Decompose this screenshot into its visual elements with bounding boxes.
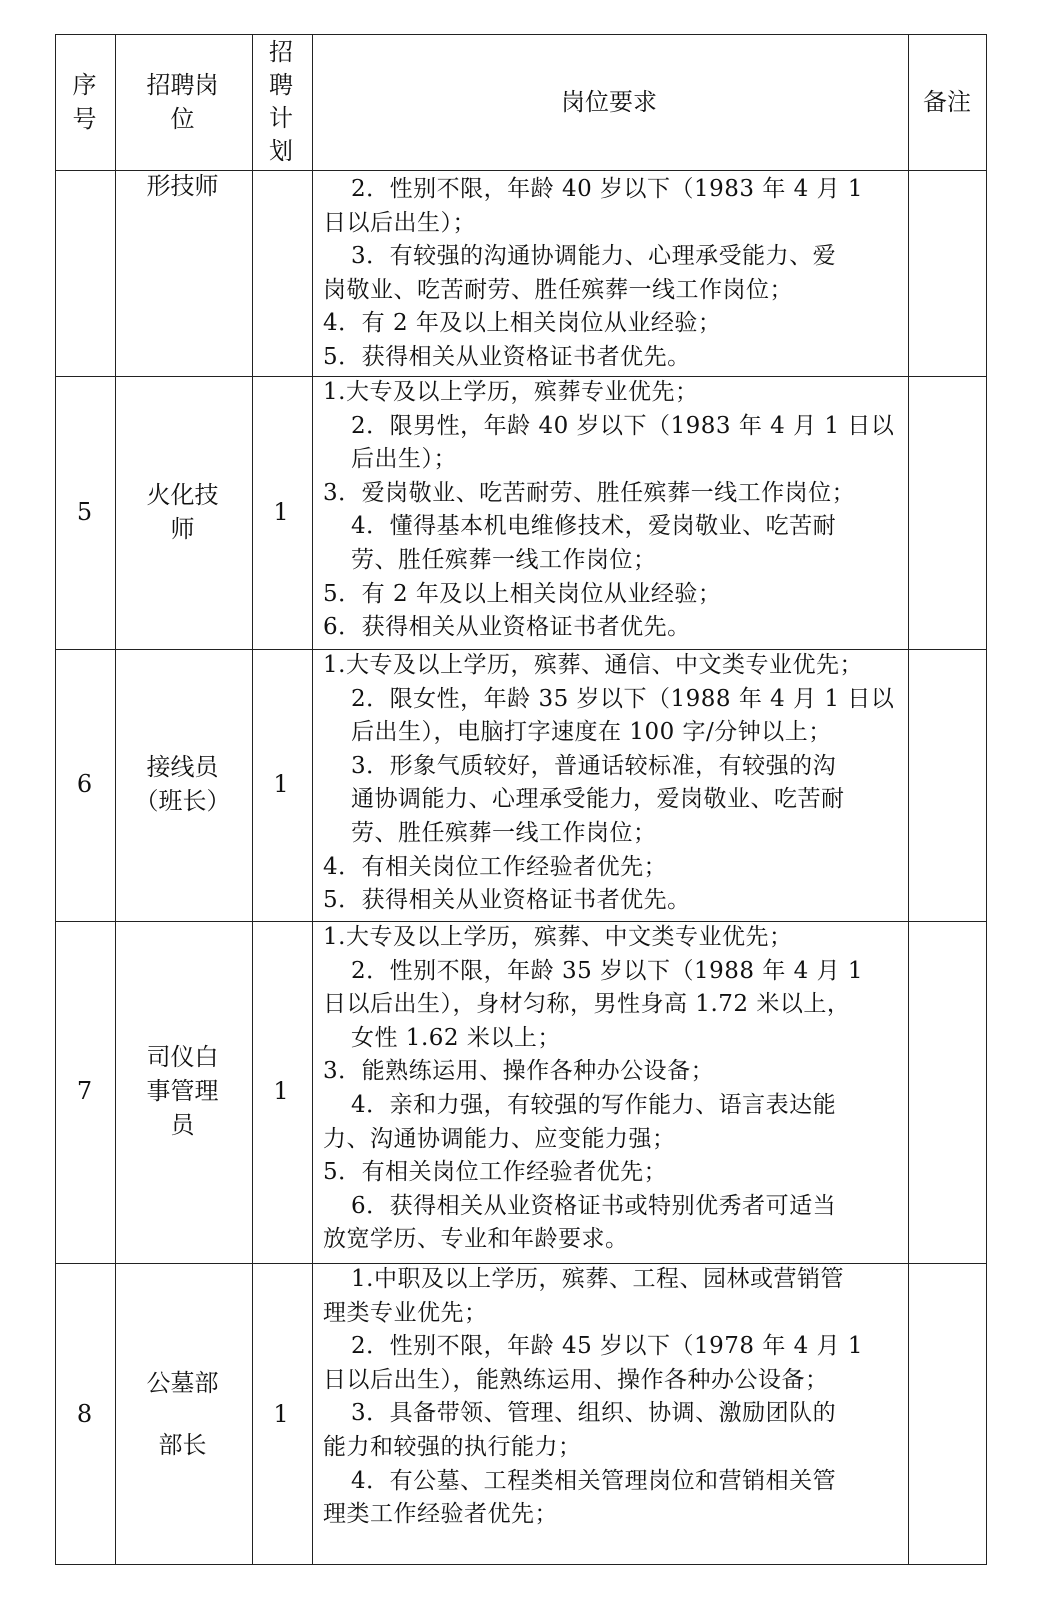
requirements-cell (323, 173, 895, 375)
requirements-cell (323, 649, 895, 918)
requirement-line: 日以后出生），能熟练运用、操作各种办公设备； (323, 1366, 829, 1393)
requirement-line: 3．具备带领、管理、组织、协调、激励团队的 (351, 1400, 837, 1427)
position-cell: 火化技 师 (146, 480, 219, 543)
remark-cell (907, 648, 987, 920)
requirement-line: 放宽学历、专业和年龄要求。 (323, 1226, 629, 1253)
requirement-line: 劳、胜任殡葬一线工作岗位； (351, 819, 657, 846)
requirement-line: 1.中职及以上学历，殡葬、工程、园林或营销管 (351, 1266, 844, 1292)
requirement-line: 后出生）； (351, 446, 457, 473)
requirement-line: 1.大专及以上学历，殡葬专业优先； (323, 379, 699, 405)
col-divider (312, 35, 313, 1564)
requirement-line: 理类专业优先； (323, 1299, 488, 1326)
plan-cell (251, 169, 311, 375)
requirement-line: 5．有 2 年及以上相关岗位从业经验； (323, 580, 722, 607)
requirement-line: 1.大专及以上学历，殡葬、中文类专业优先； (323, 924, 793, 950)
position-cell: 司仪白 事管理 员 (146, 1043, 219, 1139)
seq-cell: 5 (76, 497, 93, 526)
seq-cell: 6 (76, 770, 93, 798)
header-position: 招聘岗 位 (146, 70, 219, 133)
plan-cell: 1 (273, 770, 289, 798)
header-seq: 序 号 (72, 70, 97, 133)
requirement-line: 2．性别不限，年龄 35 岁以下（1988 年 4 月 1 (351, 957, 864, 984)
requirement-line: 2．性别不限，年龄 40 岁以下（1983 年 4 月 1 (351, 176, 864, 202)
requirement-line: 5．获得相关从业资格证书者优先。 (323, 343, 691, 370)
requirement-line: 理类工作经验者优先； (323, 1501, 558, 1528)
requirement-line: 2．限女性，年龄 35 岁以下（1988 年 4 月 1 日以 (351, 685, 895, 712)
header-requirements: 岗位要求 (561, 87, 657, 116)
requirement-line: 3．形象气质较好，普通话较标准，有较强的沟 (351, 752, 837, 779)
plan-cell: 1 (273, 1399, 289, 1428)
requirement-line: 4．有 2 年及以上相关岗位从业经验； (323, 310, 722, 337)
seq-cell: 8 (76, 1399, 93, 1428)
recruitment-table (55, 34, 987, 1565)
requirement-line: 后出生），电脑打字速度在 100 字/分钟以上； (351, 719, 832, 746)
requirement-line: 3．有较强的沟通协调能力、心理承受能力、爱 (351, 243, 837, 270)
remark-cell (907, 920, 987, 1262)
requirement-line: 5．有相关岗位工作经验者优先； (323, 1159, 668, 1186)
position-cell: 形技师 (146, 172, 219, 200)
requirement-line: 6．获得相关从业资格证书或特别优秀者可适当 (351, 1192, 837, 1219)
position-cell: 公墓部 部长 (146, 1368, 219, 1459)
plan-cell: 1 (273, 1077, 289, 1105)
requirement-line: 4．有相关岗位工作经验者优先； (323, 853, 668, 880)
requirement-line: 2．性别不限，年龄 45 岁以下（1978 年 4 月 1 (351, 1333, 864, 1360)
remark-cell (907, 169, 987, 375)
plan-cell: 1 (273, 497, 289, 526)
requirement-line: 通协调能力、心理承受能力，爱岗敬业、吃苦耐 (351, 786, 845, 813)
requirement-line: 4．亲和力强，有较强的写作能力、语言表达能 (351, 1091, 837, 1118)
requirement-line: 岗敬业、吃苦耐劳、胜任殡葬一线工作岗位； (323, 276, 793, 303)
requirement-line: 日以后出生），身材匀称，男性身高 1.72 米以上， (323, 991, 851, 1018)
requirement-line: 劳、胜任殡葬一线工作岗位； (351, 546, 657, 573)
requirement-line: 日以后出生）； (323, 209, 476, 236)
remark-cell (907, 1262, 987, 1565)
requirement-line: 5．获得相关从业资格证书者优先。 (323, 887, 691, 914)
requirement-line: 力、沟通协调能力、应变能力强； (323, 1125, 676, 1152)
seq-cell: 7 (76, 1077, 93, 1105)
header-plan: 招 聘 计 划 (269, 37, 293, 165)
requirement-line: 6．获得相关从业资格证书者优先。 (323, 614, 691, 641)
requirements-cell (323, 921, 895, 1257)
requirement-line: 女性 1.62 米以上； (351, 1024, 561, 1051)
requirement-line: 4．有公墓、工程类相关管理岗位和营销相关管 (351, 1467, 837, 1494)
header-remarks: 备注 (923, 87, 971, 116)
requirement-line: 能力和较强的执行能力； (323, 1433, 582, 1460)
requirement-line: 2．限男性，年龄 40 岁以下（1983 年 4 月 1 日以 (351, 412, 895, 439)
remark-cell (907, 375, 987, 648)
position-cell: 接线员 （班长） (134, 753, 231, 815)
seq-cell (55, 169, 114, 375)
requirement-line: 3．爱岗敬业、吃苦耐劳、胜任殡葬一线工作岗位； (323, 479, 856, 506)
requirement-line: 4．懂得基本机电维修技术，爱岗敬业、吃苦耐 (351, 513, 837, 540)
requirement-line: 3．能熟练运用、操作各种办公设备； (323, 1058, 715, 1085)
requirement-line: 1.大专及以上学历，殡葬、通信、中文类专业优先； (323, 652, 863, 678)
requirements-cell (323, 376, 895, 645)
requirements-cell (323, 1263, 895, 1532)
